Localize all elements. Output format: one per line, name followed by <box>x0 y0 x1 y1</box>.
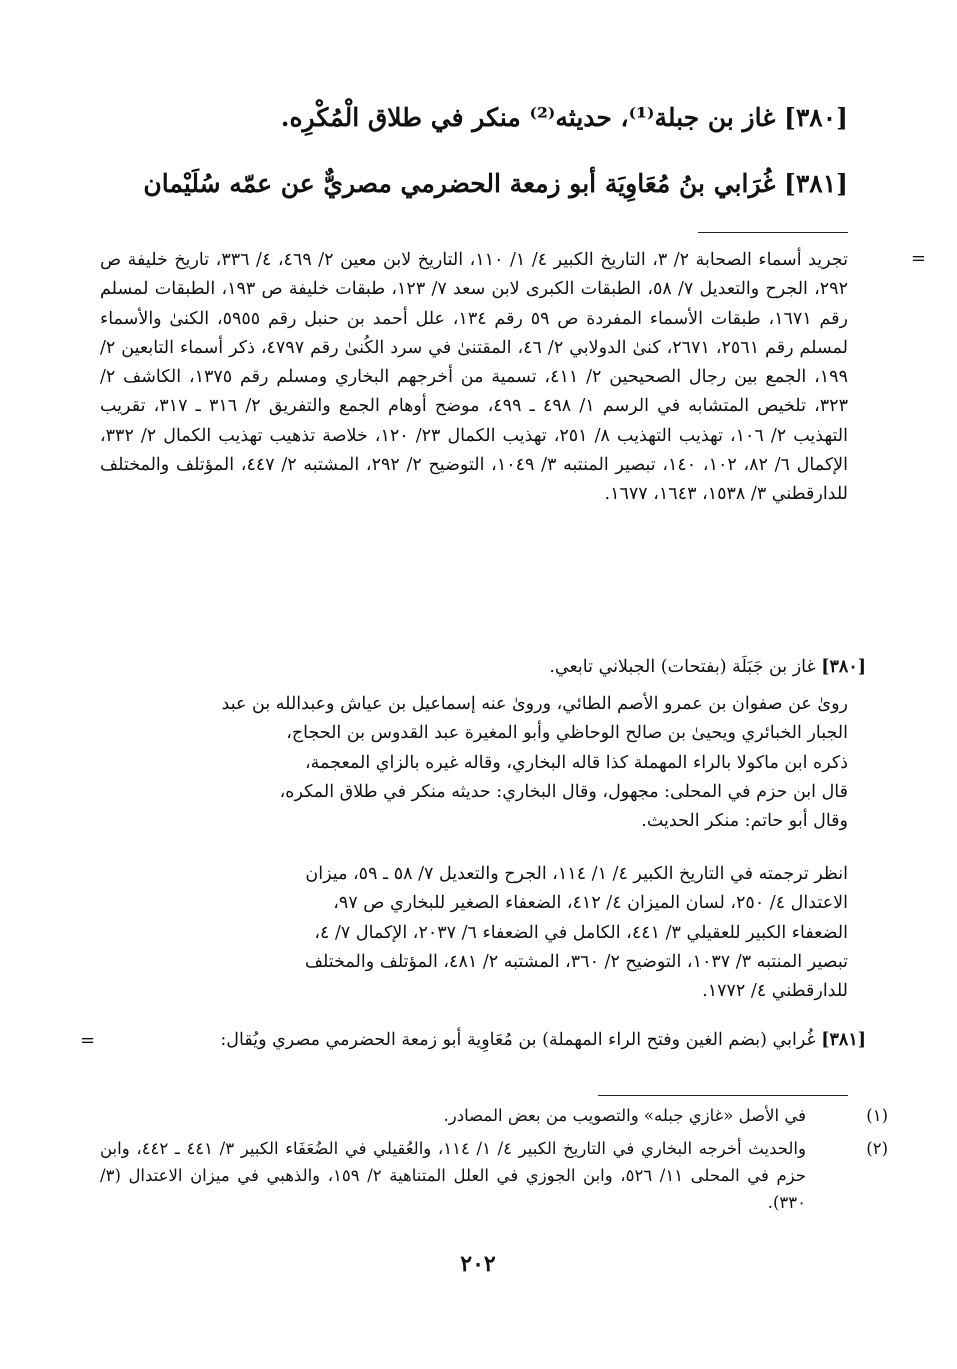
narration-line: وقال أبو حاتم: منكر الحديث. <box>641 811 848 832</box>
entry-380-references <box>100 860 848 1006</box>
footnote <box>100 1102 888 1129</box>
continued-references-text: تجريد أسماء الصحابة ٢/ ٣، التاريخ الكبير ٤/ ١/ ١١٠، التاريخ لابن معين ٢/ ٤٦٩، ٤/ ٣٣٦، تاريخ خليفة ص ٢٩٢، الجرح والتعديل ٧/ ٥٨، الطبقات الكبرى لابن سعد ٧/ ١٢٣، طبقات خليفة ص ١٩٣، الطبقات لمسلم رقم ١٦٧١، طبقات الأسماء المفردة ص ٥٩ رقم ١٣٤، علل أحمد بن حنبل رقم ٥٩٥٥، الكنىٰ والأسماء لمسلم رقم ٢٥٦١، ٢٦٧١، كنىٰ الدولابي ٢/ ٤٦، المقتنىٰ في سرد الكُنىٰ رقم ٤٧٩٧، ذكر أسماء التابعين ٢/ ١٩٩، الجمع بين رجال الصحيحين ٢/ ٤١١، تسمية من أخرجهم البخاري ومسلم رقم ١٣٧٥، الكاشف ٢/ ٣٢٣، تلخيص المتشابه في الرسم ١/ ٤٩٨ ـ ٤٩٩، موضح أوهام الجمع والتفريق ٢/ ٣١٦ ـ ٣١٧، تقريب التهذيب ٢/ ١٠٦، تهذيب التهذيب ٨/ ٢٥١، تهذيب الكمال ٢٣/ ١٢٠، خلاصة تذهيب تهذيب الكمال ٢/ ٣٣٢، الإكمال ٦/ ٨٢، ١٠٢، ١٤٠، تبصير المنتبه ٣/ ١٠٤٩، التوضيح ٢/ ٢٩٢، المشتبه ٢/ ٤٤٧، المؤتلف والمختلف للدارقطني ٣/ ١٥٣٨، ١٦٤٣، ١٦٧٧. <box>100 250 849 505</box>
entry-380-head <box>100 653 866 682</box>
footnote <box>100 1135 888 1216</box>
book-page <box>80 0 926 1369</box>
reference-line: للدارقطني ٤/ ١٧٧٢. <box>702 981 848 1002</box>
footnote-divider-top <box>698 232 848 233</box>
entry-381-continuation-mark: = <box>80 1030 96 1051</box>
entry-381-number: [٣٨١] <box>821 1030 866 1050</box>
footnote-text: في الأصل «غازي جبله» والتصويب من بعض المصادر. <box>443 1106 806 1125</box>
entry-381-head <box>100 1026 866 1055</box>
narration-line: ذكره ابن ماكولا بالراء المهملة كذا قاله البخاري، وقاله غيره بالزاي المعجمة، <box>305 752 848 773</box>
entry-380-narration <box>100 690 848 836</box>
continuation-mark: = <box>910 248 926 269</box>
reference-line: الاعتدال ٤/ ٢٥٠، لسان الميزان ٤/ ٤١٢، الضعفاء الصغير للبخاري ص ٩٧، <box>333 893 848 914</box>
main-entry-380: [٣٨٠] غاز بن جبلة⁽¹⁾، حديثه⁽²⁾ منكر في طلاق الْمُكْرِه. <box>280 103 848 132</box>
continued-references <box>100 246 926 510</box>
reference-line: تبصير المنتبه ٣/ ١٠٣٧، التوضيح ٢/ ٣٦٠، المشتبه ٢/ ٤٨١، المؤتلف والمختلف <box>304 951 848 972</box>
narration-line: الجبار الخبائري ويحيىٰ بن صالح الوحاظي وأبو المغيرة عبد القدوس بن الحجاج، <box>286 723 848 744</box>
entry-381-head-text: غُرابي (بضم الغين وفتح الراء المهملة) بن مُعَاوِية أبو زمعة الحضرمي مصري ويُقال: <box>220 1030 816 1050</box>
footnote-number: (٢) <box>866 1139 888 1158</box>
reference-line: الضعفاء الكبير للعقيلي ٣/ ٤٤١، الكامل في الضعفاء ٦/ ٢٠٣٧، الإكمال ٧/ ٤، <box>314 922 848 943</box>
footnote-divider <box>598 1095 848 1096</box>
footnotes <box>100 1102 888 1216</box>
entry-380-head-text: غاز بن جَبَلَة (بفتحات) الجبلاني تابعي. <box>549 657 816 677</box>
reference-line: انظر ترجمته في التاريخ الكبير ٤/ ١/ ١١٤، الجرح والتعديل ٧/ ٥٨ ـ ٥٩، ميزان <box>305 864 848 884</box>
narration-line: روىٰ عن صفوان بن عمرو الأصم الطائي، وروىٰ عنه إسماعيل بن عياش وعبدالله بن عبد <box>221 694 848 714</box>
main-entry-381: [٣٨١] غُرَابي بنُ مُعَاوِيَة أبو زمعة الحضرمي مصريٌّ عن عمّه سُلَيْمان <box>143 169 848 198</box>
footnote-text: والحديث أخرجه البخاري في التاريخ الكبير ٤/ ١/ ١١٤، والعُقيلي في الضُعَفَاء الكبير ٣/ ٤٤١ ـ ٤٤٢، وابن حزم في المحلى ١١/ ٥٢٦، وابن الجوزي في العلل المتناهية ٢/ ١٥٩، والذهبي في ميزان الاعتدال (٣/ ٣٣٠). <box>100 1139 806 1212</box>
page-number: ٢٠٢ <box>460 1251 496 1277</box>
footnote-number: (١) <box>866 1106 888 1125</box>
entry-380-number: [٣٨٠] <box>821 657 866 677</box>
narration-line: قال ابن حزم في المحلى: مجهول، وقال البخاري: حديثه منكر في طلاق المكره، <box>279 781 848 802</box>
